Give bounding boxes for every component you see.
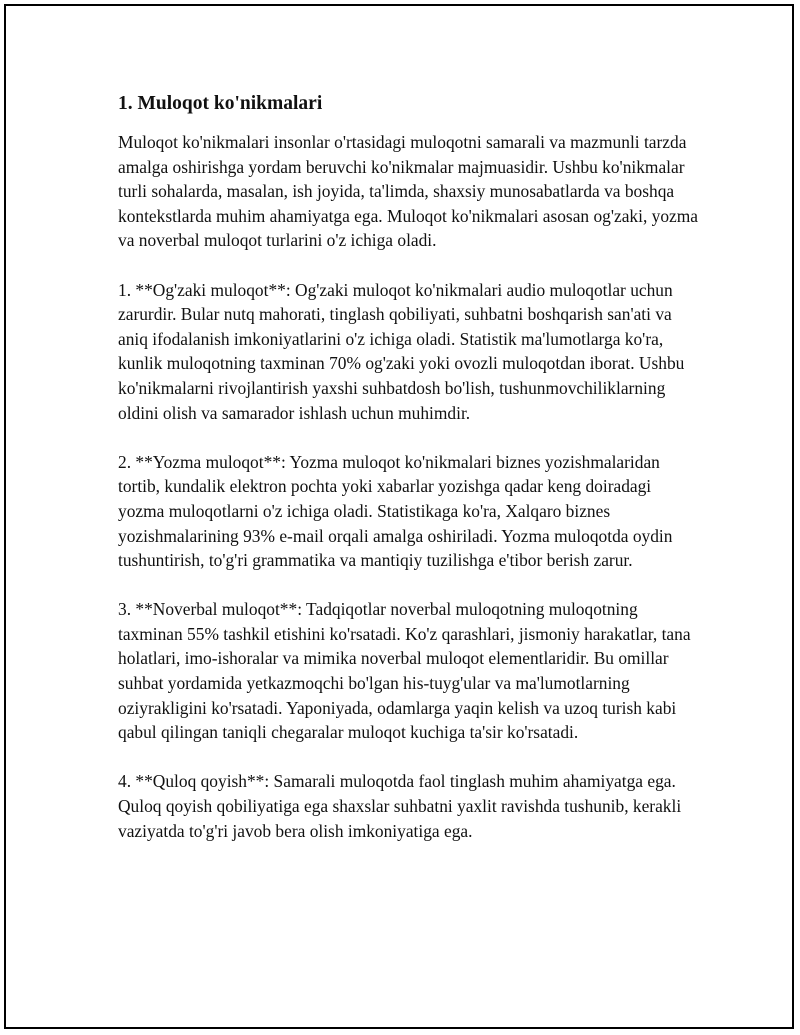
listening-paragraph: 4. **Quloq qoyish**: Samarali muloqotda faol tinglash muhim ahamiyatga ega. Quloq qoyish qobiliyatiga ega shaxslar suhbatni yaxlit ravishda tushunib, kerakli vaziyatda to'g'ri javob bera olish imkoniyatiga ega. [118, 771, 682, 841]
written-communication-paragraph: 2. **Yozma muloqot**: Yozma muloqot ko'nikmalari biznes yozishmalaridan tortib, kundalik elektron pochta yoki xabarlar yozishga qadar keng doiradagi yozma muloqotlarni o'z ichiga oladi. Statistikaga ko'ra, Xalqaro biznes yozishmalarining 93% e-mail orqali amalga oshiriladi. Yozma muloqotda oydin tushuntirish, to'g'ri grammatika va mantiqiy tuzilishga e'tibor berish zarur. [118, 451, 673, 571]
section-heading: 1. Muloqot ko'nikmalari [118, 93, 323, 114]
oral-communication-paragraph: 1. **Og'zaki muloqot**: Og'zaki muloqot ko'nikmalari audio muloqotlar uchun zarurdir. Bular nutq mahorati, tinglash qobiliyati, suhbatni boshqarish san'ati va aniq ifodalanish imkoniyatlarini o'z ichiga oladi. Statistik ma'lumotlarga ko'ra, kunlik muloqotning taxminan 70% og'zaki yoki ovozli muloqotdan iborat. Ushbu ko'nikmalarni rivojlantirish yaxshi suhbatdosh bo'lish, tushunmovchiliklarning oldini olish va samarador ishlash uchun muhimdir. [118, 279, 685, 423]
intro-paragraph: Muloqot ko'nikmalari insonlar o'rtasidagi muloqotni samarali va mazmunli tarzda amalga oshirishga yordam beruvchi ko'nikmalar majmuasidir. Ushbu ko'nikmalar turli sohalarda, masalan, ish joyida, ta'limda, shaxsiy munosabatlarda va boshqa kontekstlarda muhim ahamiyatga ega. Muloqot ko'nikmalari asosan og'zaki, yozma va noverbal muloqot turlarini o'z ichiga oladi. [118, 132, 699, 251]
nonverbal-communication-paragraph: 3. **Noverbal muloqot**: Tadqiqotlar noverbal muloqotning muloqotning taxminan 55% tashkil etishini ko'rsatadi. Ko'z qarashlari, jismoniy harakatlar, tana holatlari, imo-ishoralar va mimika noverbal muloqot elementlaridir. Bu omillar suhbat yordamida yetkazmoqchi bo'lgan his-tuyg'ular va ma'lumotlarning oziyrakligini ko'rsatadi. Yaponiyada, odamlarga yaqin kelish va uzoq turish kabi qabul qilingan taniqli chegaralar muloqot kuchiga ta'sir ko'rsatadi. [118, 599, 691, 743]
document-body [118, 92, 698, 868]
